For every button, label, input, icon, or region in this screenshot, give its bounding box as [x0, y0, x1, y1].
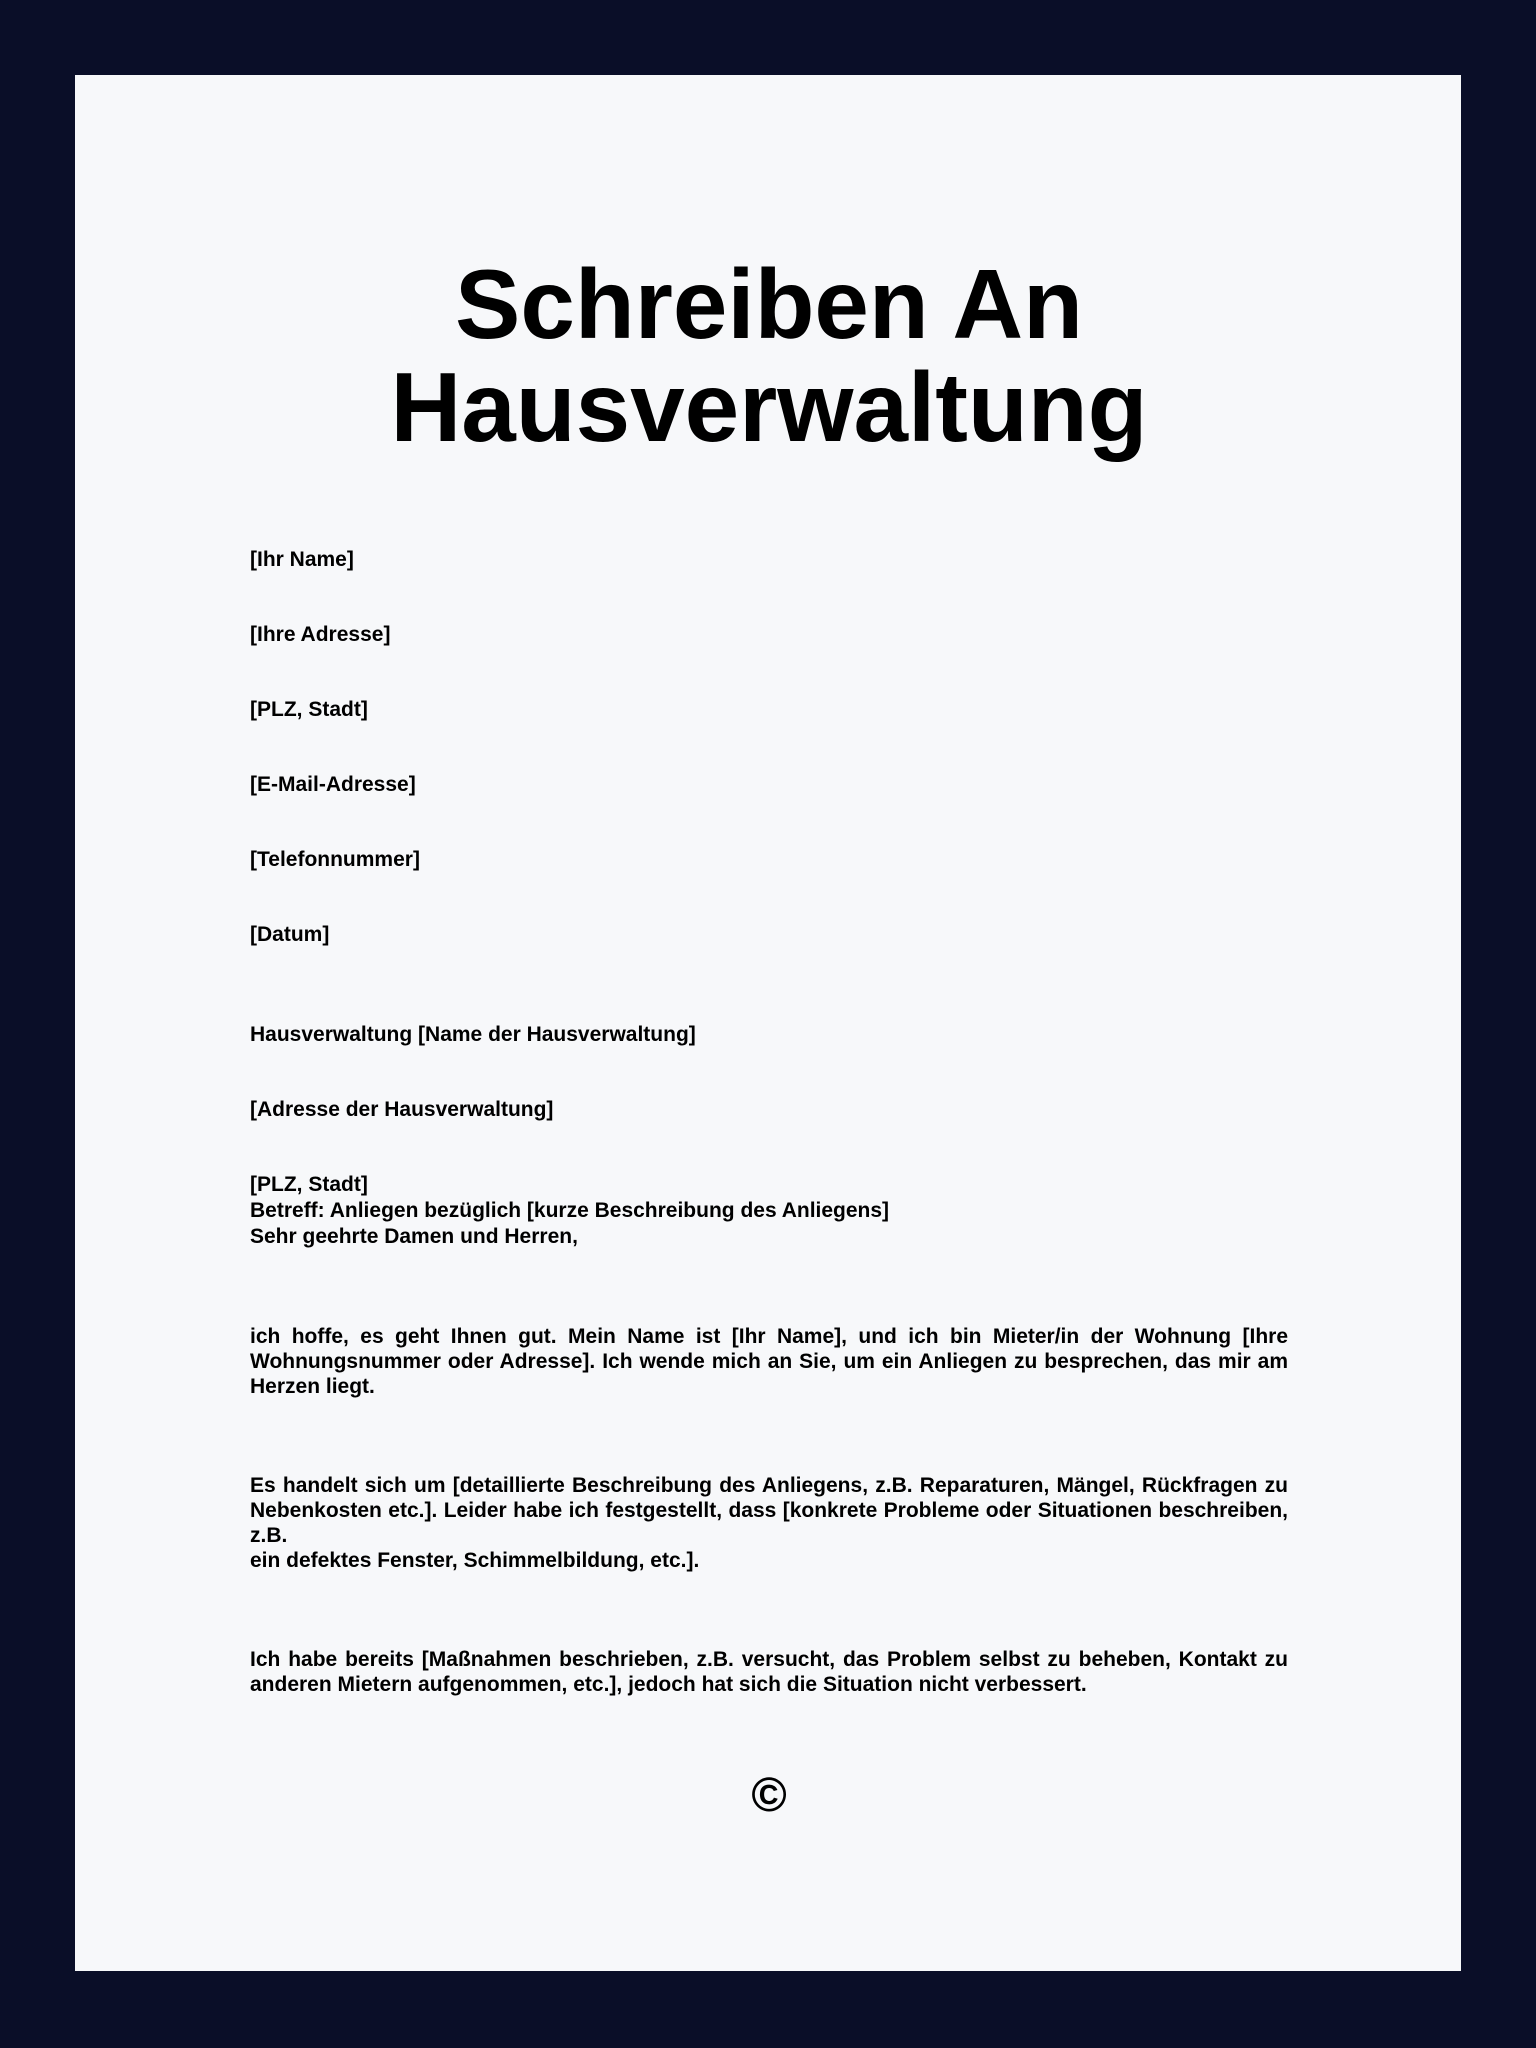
letter-page — [75, 75, 1461, 1971]
recipient-city: [PLZ, Stadt] — [250, 1173, 368, 1196]
paragraph-line: Ich habe bereits [Maßnahmen beschrieben, z.B. versucht, das Problem selbst zu beheben, Kontakt zu — [250, 1648, 1288, 1671]
sender-phone: [Telefonnummer] — [250, 848, 420, 871]
paragraph-line: Nebenkosten etc.]. Leider habe ich festgestellt, dass [konkrete Probleme oder Situationen beschreiben, z.B. — [250, 1499, 1288, 1547]
paragraph-line: ich hoffe, es geht Ihnen gut. Mein Name ist [Ihr Name], und ich bin Mieter/in der Wohnung [Ihre — [250, 1325, 1288, 1348]
paragraph-line: Es handelt sich um [detaillierte Beschreibung des Anliegens, z.B. Reparaturen, Mängel, Rückfragen zu — [250, 1474, 1288, 1497]
paragraph-line: anderen Mietern aufgenommen, etc.], jedoch hat sich die Situation nicht verbessert. — [250, 1673, 1087, 1696]
paragraph-line: Herzen liegt. — [250, 1375, 375, 1398]
sender-city: [PLZ, Stadt] — [250, 698, 368, 721]
letter-date: [Datum] — [250, 923, 330, 946]
body-paragraph-2 — [250, 1473, 1288, 1573]
body-paragraph-1 — [250, 1324, 1288, 1399]
sender-name: [Ihr Name] — [250, 548, 354, 571]
page-title-line-2: Hausverwaltung — [390, 352, 1148, 462]
paragraph-line: ein defektes Fenster, Schimmelbildung, etc.]. — [250, 1549, 700, 1572]
page-title-line-1: Schreiben An — [454, 249, 1084, 359]
body-paragraph-3 — [250, 1647, 1288, 1697]
recipient-address: [Adresse der Hausverwaltung] — [250, 1098, 554, 1121]
recipient-name: Hausverwaltung [Name der Hausverwaltung] — [250, 1023, 696, 1046]
subject-line: Betreff: Anliegen bezüglich [kurze Beschreibung des Anliegens] — [250, 1199, 890, 1222]
sender-block — [250, 547, 1288, 948]
salutation: Sehr geehrte Damen und Herren, — [250, 1225, 578, 1248]
paragraph-line: Wohnungsnummer oder Adresse]. Ich wende mich an Sie, um ein Anliegen zu besprechen, das mir am — [250, 1350, 1288, 1373]
sender-email: [E-Mail-Adresse] — [250, 773, 416, 796]
recipient-block — [250, 1022, 1288, 1198]
sender-address: [Ihre Adresse] — [250, 623, 391, 646]
copyright-icon: © — [751, 1769, 787, 1822]
page-title — [250, 249, 1288, 462]
